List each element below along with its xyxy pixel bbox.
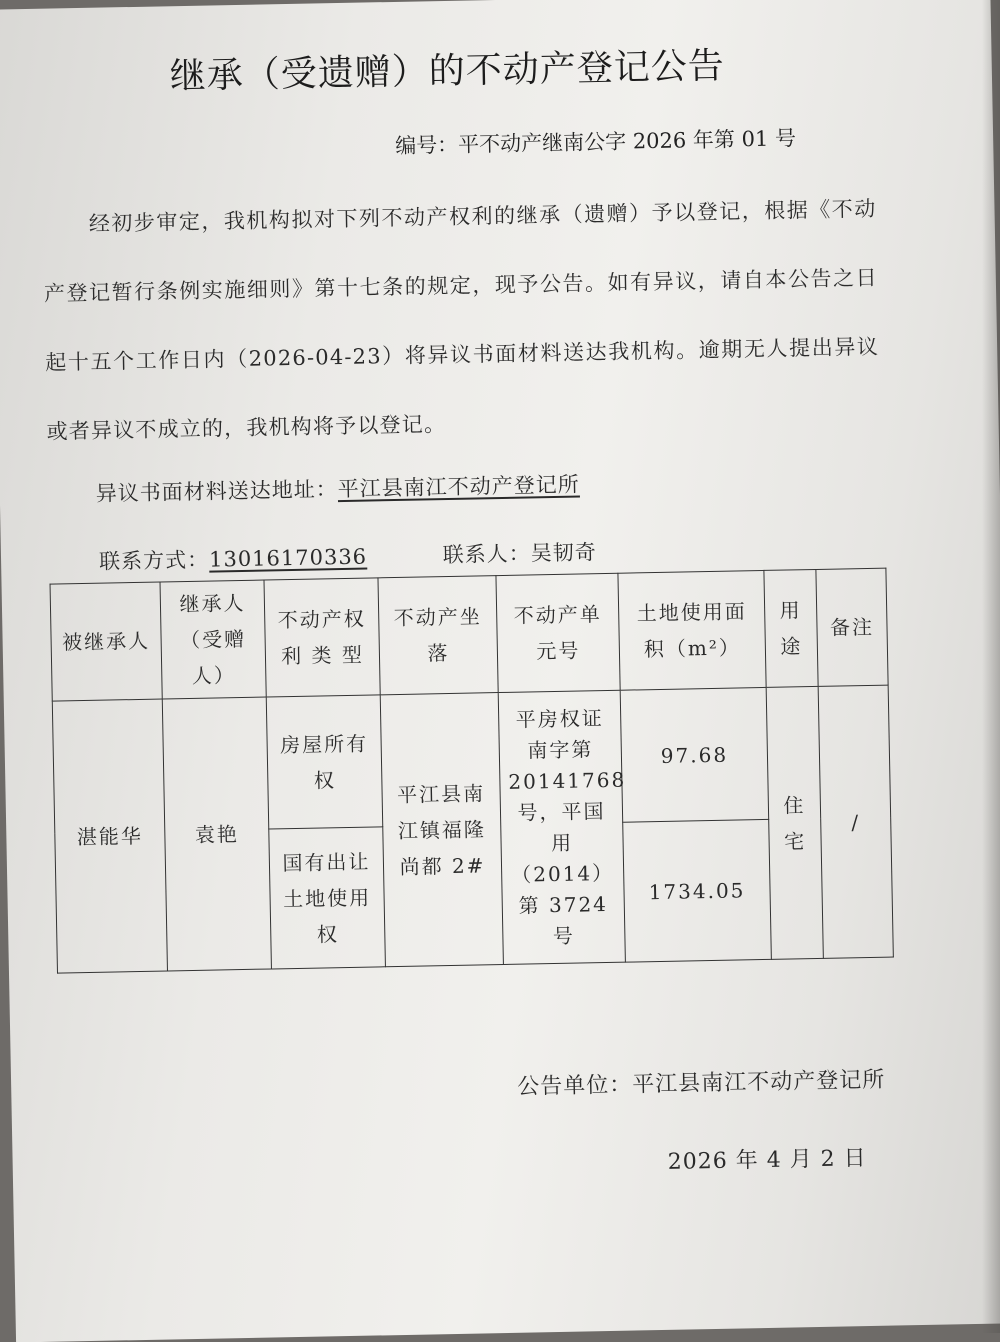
page-edge-shadow: [982, 0, 1000, 1333]
header-unit-number: 不动产单元号: [496, 573, 620, 692]
header-land-area: 土地使用面积（m²）: [618, 570, 766, 690]
address-label: 异议书面材料送达地址：: [95, 477, 338, 506]
address-value: 平江县南江不动产登记所: [337, 472, 580, 502]
cell-decedent: 湛能华: [52, 699, 167, 973]
contact-person-name: 吴韧奇: [530, 540, 597, 566]
notice-body-paragraph: 经初步审定，我机构拟对下列不动产权利的继承（遗赠）予以登记，根据《不动产登记暂行条例实施细则》第十七条的规定，现予公告。如有异议，请自本公告之日起十五个工作日内（2026-04-23）将异议书面材料送达我机构。逾期无人提出异议或者异议不成立的，我机构将予以登记。: [43, 196, 880, 444]
cell-right-type-house: 房屋所有权: [266, 695, 383, 829]
phone-number: 13016170336: [208, 544, 368, 572]
header-remark: 备注: [816, 568, 888, 686]
contact-line: [99, 536, 597, 576]
cell-unit-number: 平房权证南字第 20141768 号，平国用（2014）第 3724 号: [498, 690, 625, 964]
header-heir: 继承人（受赠人）: [160, 580, 266, 699]
serial-number: 编号：平不动产继南公字 2026 年第 01 号: [394, 126, 797, 158]
header-location: 不动产坐落: [378, 576, 498, 695]
issuing-unit: 公告单位：平江县南江不动产登记所: [517, 1067, 886, 1100]
table-header-row: [50, 568, 888, 701]
phone-label: 联系方式：: [98, 547, 210, 574]
cell-usage: 住宅: [766, 686, 823, 959]
header-decedent: 被继承人: [50, 582, 162, 701]
cell-area-house: 97.68: [620, 687, 769, 822]
notice-date: 2026 年 4 月 2 日: [667, 1146, 867, 1175]
notice-title: 继承（受遗赠）的不动产登记公告: [169, 45, 726, 98]
table-row: [52, 685, 890, 833]
header-right-type: 不动产权 利 类 型: [264, 578, 380, 697]
cell-area-land: 1734.05: [623, 819, 772, 962]
header-usage: 用途: [764, 569, 818, 687]
property-records-table: [50, 568, 894, 974]
cell-location: 平江县南江镇福隆尚都 2#: [380, 693, 503, 967]
cell-remark: /: [818, 685, 893, 958]
cell-right-type-land: 国有出让土地使用权: [269, 827, 386, 969]
objection-address-line: [95, 468, 579, 507]
cell-heir: 袁艳: [162, 697, 271, 971]
contact-person-label: 联系人：: [442, 541, 531, 568]
